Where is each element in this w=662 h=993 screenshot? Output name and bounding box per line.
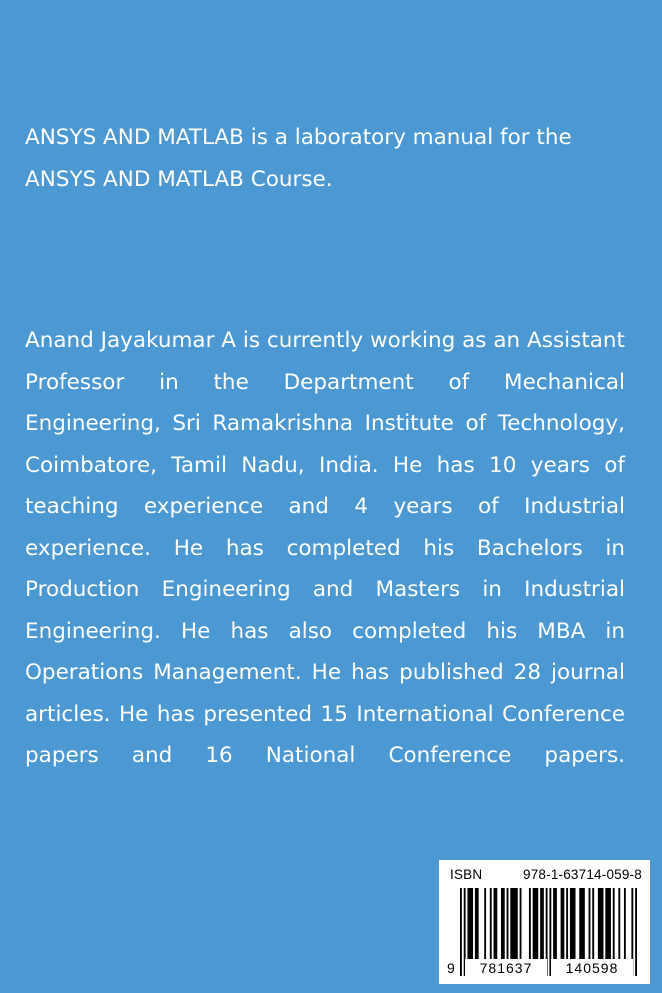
barcode-bar xyxy=(520,888,522,960)
barcode-bar xyxy=(605,888,611,960)
barcode-bar xyxy=(598,888,604,960)
barcode-digits xyxy=(439,959,650,977)
isbn-barcode xyxy=(439,860,650,984)
barcode-digits-right: 140598 xyxy=(551,959,633,977)
bio-line: Coimbatore, Tamil Nadu, India. He has 10 years of xyxy=(25,452,625,478)
barcode-bar xyxy=(613,888,615,960)
barcode-digit-first: 9 xyxy=(447,960,455,976)
isbn-prefix: ISBN xyxy=(450,867,483,882)
bio-line: Engineering, Sri Ramakrishna Institute of Technology, xyxy=(25,411,625,436)
isbn-number: 978-1-63714-059-8 xyxy=(523,867,642,882)
barcode-bar xyxy=(529,888,531,960)
barcode-bar xyxy=(624,888,626,960)
barcode-bar xyxy=(467,888,473,960)
barcode-bar xyxy=(533,888,539,960)
barcode-bar xyxy=(618,888,620,960)
bio-line: teaching experience and 4 years of Industrial xyxy=(25,494,625,519)
barcode-bar xyxy=(553,888,557,960)
barcode-bar xyxy=(490,888,492,960)
barcode-bar xyxy=(494,888,498,960)
isbn-label xyxy=(450,867,642,883)
bio-line: Operations Management. He has published 28 journal xyxy=(25,660,625,685)
barcode-bar xyxy=(540,888,544,960)
bio-line: articles. He has presented 15 International Conference xyxy=(25,701,625,727)
intro-line: ANSYS AND MATLAB Course. xyxy=(25,166,333,192)
barcode-bar xyxy=(566,888,568,960)
barcode-bar xyxy=(475,888,479,960)
intro-line: ANSYS AND MATLAB is a laboratory manual for the xyxy=(25,125,572,150)
barcode-bar xyxy=(501,888,505,960)
bio-line: Production Engineering and Masters in Industrial xyxy=(25,577,625,602)
barcode-digits-left: 781637 xyxy=(465,959,547,977)
barcode-bar xyxy=(510,888,517,960)
barcode-bar xyxy=(484,888,486,960)
bio-line: papers and 16 National Conference papers. xyxy=(25,743,625,768)
author-bio-paragraph xyxy=(25,320,625,777)
bio-line: Assistant Professor in the Department of Mechanical xyxy=(25,328,625,395)
intro-paragraph xyxy=(25,117,625,200)
barcode-bar xyxy=(561,888,565,960)
barcode-bar xyxy=(570,888,576,960)
bio-line: experience. He has completed his Bachelors in xyxy=(25,535,625,561)
barcode-bar xyxy=(507,888,509,960)
barcode-bar xyxy=(589,888,591,960)
barcode-bar xyxy=(579,888,585,960)
bio-line: Engineering. He has also completed his MBA in xyxy=(25,618,625,644)
bio-line: Anand Jayakumar A is currently working as an xyxy=(25,328,521,353)
barcode-bar xyxy=(592,888,594,960)
